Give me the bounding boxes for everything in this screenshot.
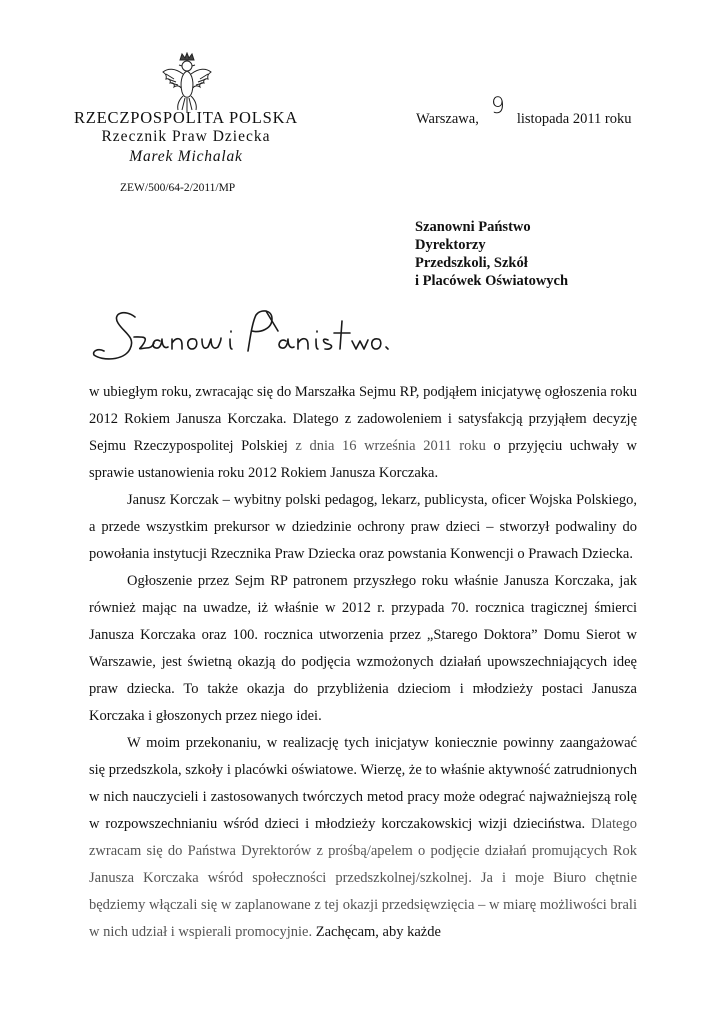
date-line (416, 94, 632, 129)
addressee-block (415, 218, 568, 290)
header-republic-name: RZECZPOSPOLITA POLSKA (73, 108, 299, 127)
paragraph-2: Janusz Korczak – wybitny polski pedagog, lekarz, publicysta, oficer Wojska Polskiego, a przede wszystkim prekursor w dziedzinie ochrony praw dzieci – stworzył podwaliny do powołania instytucji Rzecznika Praw Dziecka oraz powstania Konwencji o Prawach Dziecka. (89, 492, 637, 562)
header-office-name: Rzecznik Praw Dziecka (101, 128, 271, 145)
letter-body (89, 379, 637, 946)
date-place: Warszawa, (416, 111, 479, 127)
paragraph-4 (89, 730, 637, 946)
text-span-appeal: Dlatego zwracam się do Państwa Dyrektorów z prośbą/apelem o podjęcie działań promujących Rok Janusza Korczaka wśród społeczności przedszkolnej/szkolnej. Ja i moje Biuro chętnie będziemy włączali się w zaplanowane z tej okazji przedsięwzięcia – w miarę możliwości brali w nich udział i wspierali promocyjnie. (89, 816, 637, 940)
handwritten-salutation (90, 303, 390, 371)
reference-number: ZEW/500/64-2/2011/MP (120, 182, 236, 194)
text-span: o przyjęciu uchwały w sprawie ustanowienia roku 2012 Rokiem Janusza Korczaka. (89, 438, 637, 481)
date-day-handwritten: 9 (490, 94, 505, 119)
addressee-line: Szanowni Państwo (415, 219, 531, 235)
text-span-date: z dnia 16 września 2011 roku (295, 438, 486, 454)
addressee-line: Przedszkoli, Szkół (415, 255, 528, 271)
addressee-line: i Placówek Oświatowych (415, 273, 569, 289)
header-person-name: Marek Michalak (129, 148, 243, 165)
paragraph-1 (89, 379, 637, 487)
date-month-year: listopada 2011 roku (516, 111, 632, 127)
paragraph-3: Ogłoszenie przez Sejm RP patronem przyszłego roku właśnie Janusza Korczaka, jak również mając na uwadze, iż właśnie w 2012 r. przypada 70. rocznica tragicznej śmierci Janusza Korczaka oraz 100. rocznica utworzenia przez „Starego Doktora” Domu Sierot w Warszawie, jest świetną okazją do podjęcia wzmożonych działań upowszechniających ideę praw dziecka. To także okazja do przybliżenia dzieciom i młodzieży postaci Janusza Korczaka i głoszonych przez niego idei. (89, 573, 637, 724)
addressee-line: Dyrektorzy (415, 237, 486, 253)
text-span: W moim przekonaniu, w realizację tych inicjatyw koniecznie powinny zaangażować się przedszkola, szkoły i placówki oświatowe. Wierzę, że to właśnie aktywność zatrudnionych w nich nauczycieli i zastosowanych twórczych metod pracy może odegrać najważniejszą rolę w rozpowszechnianiu wśród dzieci i młodzieży korczakowskicj wizji dzieciństwa. (89, 735, 637, 832)
text-span: Zachęcam, aby każde (312, 924, 441, 940)
polish-eagle-emblem-icon (160, 52, 214, 114)
text-span: w ubiegłym roku, zwracając się do Marszałka Sejmu RP, podjąłem inicjatywę ogłoszenia roku 2012 Rokiem Janusza Korczaka. Dlatego z zadowoleniem i satysfakcją przyjąłem decyzję Sejmu Rzeczypospolitej Polskiej (89, 384, 637, 454)
